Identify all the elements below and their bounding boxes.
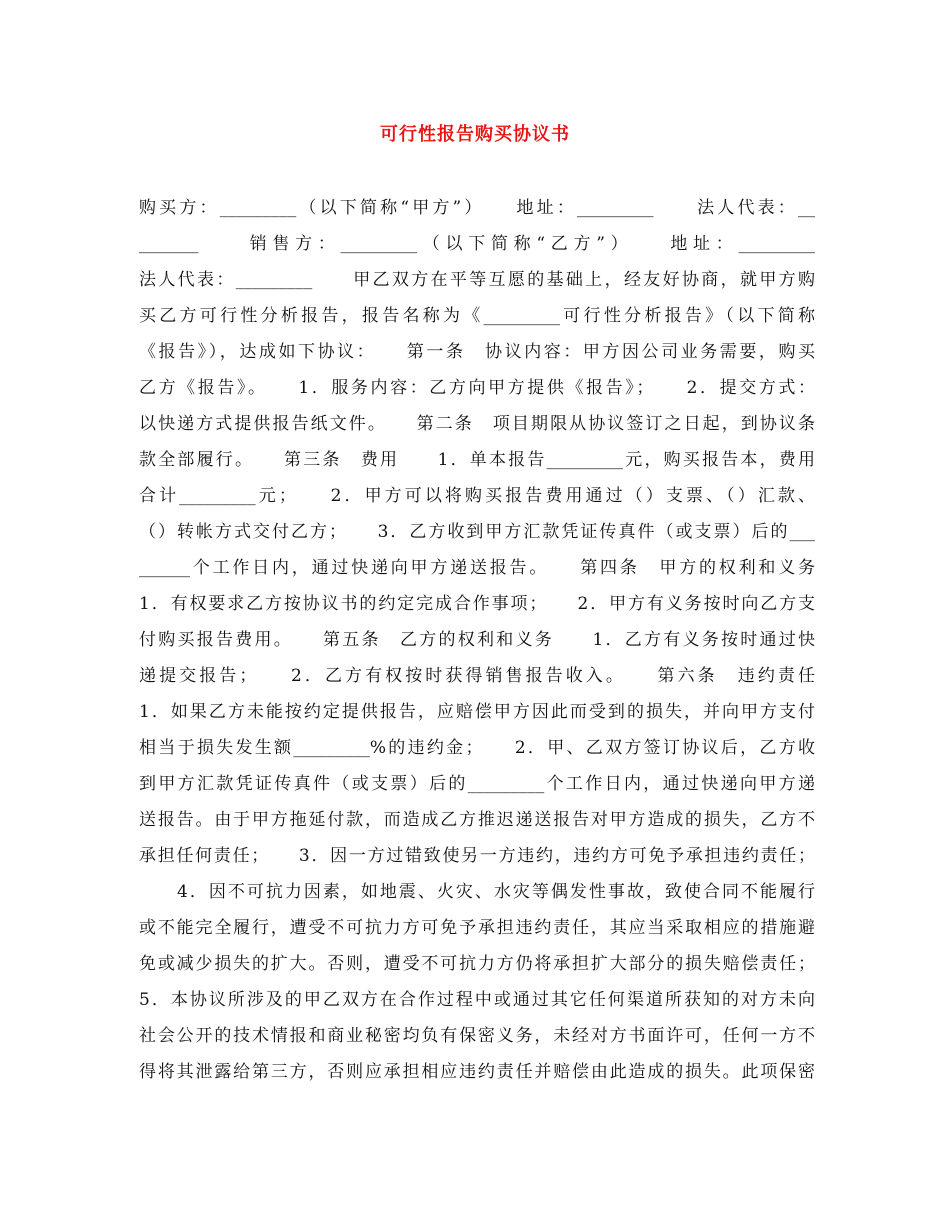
text-line-23: 5．本协议所涉及的甲乙双方在合作过程中或通过其它任何渠道所获知的对方未向 bbox=[139, 990, 815, 1010]
document-body bbox=[139, 190, 815, 1090]
text-line-18: 送报告。由于甲方拖延付款，而造成乙方推迟递送报告对甲方造成的损失，乙方不 bbox=[139, 810, 815, 830]
text-line-2: _______ 销售方：_________（以下简称“乙方”） 地址：_________ bbox=[139, 234, 815, 254]
text-line-10: （）转帐方式交付乙方； 3．乙方收到甲方汇款凭证传真件（或支票）后的___ bbox=[139, 522, 815, 542]
text-line-9: 合计_________元； 2．甲方可以将购买报告费用通过（）支票、（）汇款、 bbox=[139, 486, 815, 506]
text-line-3: 法人代表：_________ 甲乙双方在平等互愿的基础上，经友好协商，就甲方购 bbox=[139, 270, 815, 290]
text-line-15: 1．如果乙方未能按约定提供报告，应赔偿甲方因此而受到的损失，并向甲方支付 bbox=[139, 702, 815, 722]
text-line-20: 4．因不可抗力因素，如地震、火灾、水灾等偶发性事故，致使合同不能履行 bbox=[139, 882, 815, 902]
text-line-24: 社会公开的技术情报和商业秘密均负有保密义务，未经对方书面许可，任何一方不 bbox=[139, 1026, 815, 1046]
text-line-25: 得将其泄露给第三方，否则应承担相应违约责任并赔偿由此造成的损失。此项保密 bbox=[139, 1062, 815, 1082]
text-line-4: 买乙方可行性分析报告，报告名称为《_________可行性分析报告》（以下简称 bbox=[139, 306, 815, 326]
text-line-7: 以快递方式提供报告纸文件。 第二条 项目期限从协议签订之日起，到协议条 bbox=[139, 414, 815, 434]
text-line-14: 递提交报告； 2．乙方有权按时获得销售报告收入。 第六条 违约责任 bbox=[139, 666, 815, 686]
text-line-5: 《报告》），达成如下协议： 第一条 协议内容：甲方因公司业务需要，购买 bbox=[139, 342, 815, 362]
text-line-22: 免或减少损失的扩大。否则，遭受不可抗力方仍将承担扩大部分的损失赔偿责任； bbox=[139, 954, 815, 974]
text-line-17: 到甲方汇款凭证传真件（或支票）后的_________个工作日内，通过快递向甲方递 bbox=[139, 774, 815, 794]
text-line-21: 或不能完全履行，遭受不可抗力方可免予承担违约责任，其应当采取相应的措施避 bbox=[139, 918, 815, 938]
text-line-8: 款全部履行。 第三条 费用 1．单本报告_________元，购买报告本，费用 bbox=[139, 450, 815, 470]
text-line-6: 乙方《报告》。 1．服务内容：乙方向甲方提供《报告》； 2．提交方式： bbox=[139, 378, 815, 398]
text-line-12: 1．有权要求乙方按协议书的约定完成合作事项； 2．甲方有义务按时向乙方支 bbox=[139, 594, 815, 614]
document-title: 可行性报告购买协议书 bbox=[380, 124, 570, 145]
text-line-13: 付购买报告费用。 第五条 乙方的权利和义务 1．乙方有义务按时通过快 bbox=[139, 630, 815, 650]
text-line-1: 购买方：_________（以下简称“甲方”） 地址：_________ 法人代表：__ bbox=[139, 198, 815, 218]
text-line-16: 相当于损失发生额_________%的违约金； 2．甲、乙双方签订协议后，乙方收 bbox=[139, 738, 815, 758]
text-line-11: ______个工作日内，通过快递向甲方递送报告。 第四条 甲方的权利和义务 bbox=[139, 558, 815, 578]
text-line-19: 承担任何责任； 3．因一方过错致使另一方违约，违约方可免予承担违约责任； bbox=[139, 846, 815, 866]
